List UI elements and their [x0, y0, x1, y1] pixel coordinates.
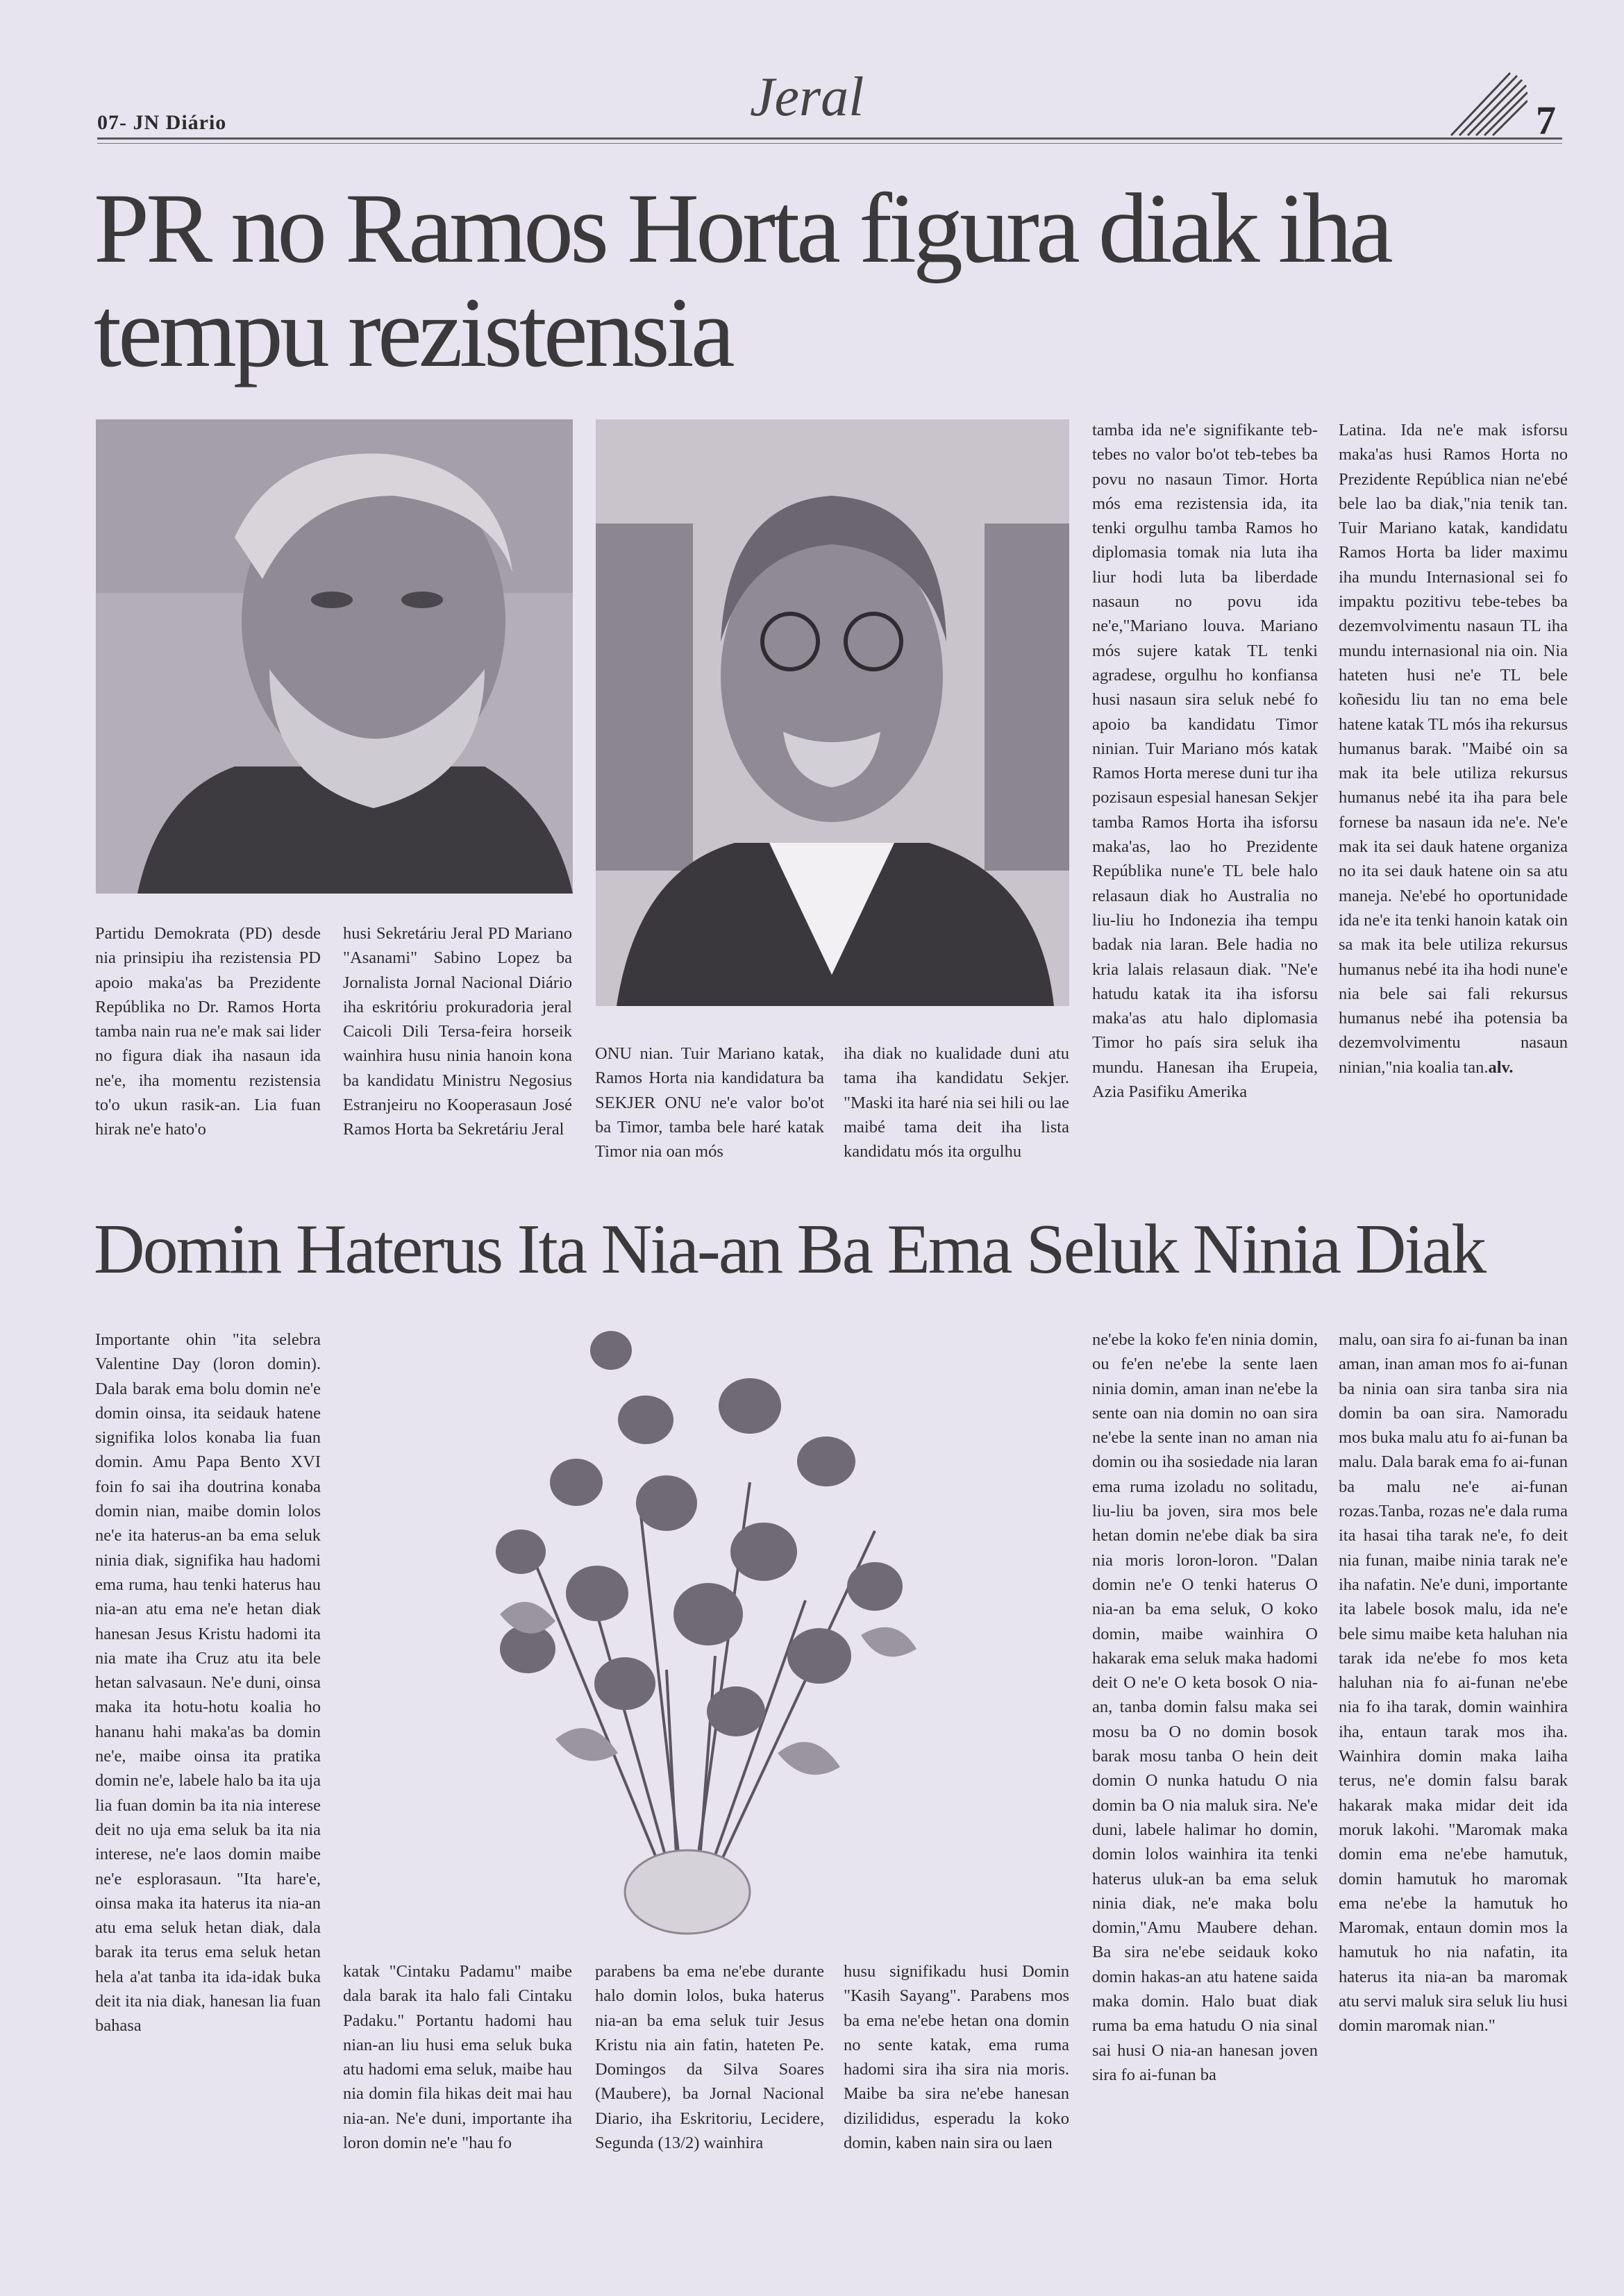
article2-column-1: Importante ohin "ita selebra Valentine Day (loron domin). Dala barak ema bolu domin ne'e domin oinsa, ita seidauk hatene signifika lolos konaba lia fuan domin. Amu Papa Bento XVI foin fo sai iha doutrina konaba domin nian, maibe domin lolos ne'e ita haterus-an ba ema seluk ninia diak, signifika hau hadomi ema ruma, hau tenki haterus hau nia-an atu ema ne'e hetan diak hanesan Jesus Kristu hadomi ita nia mate iha Cruz atu ita bele hetan salvasaun. Ne'e duni, oinsa maka ita hotu-hotu koalia ho hananu hahi maka'as ba domin ne'e, maibe oinsa ita pratika domin ne'e, labele halo ba ita uja lia fuan domin ba ita nia interese deit no uja ema seluk ba ita nia interese, ne'e laos domin maibe ne'e esplorasaun. "Ita hare'e, oinsa maka ita haterus ita nia-an atu ema seluk hetan diak, dala barak ita terus ema seluk hetan hela a'at tanba ita ida-idak buka deit ita nia diak, hanesan lia fuan bahasa [95, 1330, 321, 2036]
article1-column-2: husi Sekretáriu Jeral PD Mariano "Asanami" Sabino Lopez ba Jornalista Jornal Nacional Diário iha eskritóriu prokuradoria jeral Caicoli Dili Tersa-feira horseik wainhira husu ninia hanoin kona ba kandidatu Ministru Negosius Estranjeiru no Kooperasaun José Ramos Horta ba Sekretáriu Jeral [343, 924, 572, 1139]
article2-column-6: malu, oan sira fo ai-funan ba inan aman, inan aman mos fo ai-funan ba ninia oan sira tanba sira nia domin ba oan sira. Namoradu mos buka malu atu fo ai-funan ba malu. Dala barak ema fo ai-funan ba malu ne'e ai-funan rozas.Tanba, rozas ne'e dala ruma ita hasai tiha tarak ne'e, fo deit nia funan, maibe ninia tarak ne'e iha nafatin. Ne'e duni, importante ita labele bosok malu, ida ne'e bele simu maibe keta haluhan nia tarak ida ne'ebe fo mos keta haluhan nia fo ai-funan ne'ebe nia fo iha tarak, domin wainhira iha, entaun tarak mos iha. Wainhira domin maka laiha terus, ne'e domin falsu barak hakarak maka midar deit ida moruk lakohi. "Maromak maka domin ema ne'ebe hamutuk, domin hamutuk ho maromak ema ne'ebe la hamutuk ho Maromak, entaun domin mos la hamutuk ho nia nafatin, ita haterus ita nia-an ba maromak atu servi maluk sira seluk liu husi domin maromak nian." [1339, 1330, 1568, 2036]
page-number: 7 [1536, 98, 1556, 143]
article1-column-5: tamba ida ne'e signifikante teb-tebes no valor bo'ot teb-tebes ba povu no nasaun Timor. Horta mós ema rezistensia ida, ita tenki orgulhu tamba Ramos ho diplomasia tomak nia luta iha liur hodi luta ba liberdade nasaun no povu ida ne'e,"Mariano louva. Mariano mós sujere katak TL tenki agradese, orgulhu ho konfiansa husi nasaun sira seluk nebé fo apoio ba kandidatu Timor ninian. Tuir Mariano mós katak Ramos Horta merese duni tur iha pozisaun espesial hanesan Sekjer tamba Ramos Horta iha isforsu maka'as, lao ho Prezidente Repúblika nune'e TL bele halo relasaun diak ho Australia no liu-liu ho Indonezia iha tempu badak nia laran. Bele hadia no kria lalais relasaun diak. "Ne'e hatudu katak ita iha isforsu maka'as atu halo diplomasia Timor ho país sira seluk iha mundu. Hanesan iha Erupeia, Azia Pasifiku Amerika [1092, 421, 1318, 1102]
article1-column-4: iha diak no kualidade duni atu tama iha kandidatu Sekjer. "Maski ita haré nia sei hili ou lae maibé tama deit iha lista kandidatu mós ita orgulhu [844, 1044, 1069, 1162]
portrait-photo-left [96, 419, 573, 894]
article1-column-1: Partidu Demokrata (PD) desde nia prinsipiu iha rezistensia PD apoio maka'as ba Prezidente Repúblika no Dr. Ramos Horta tamba nain rua ne'e mak sai lider no figura diak iha nasaun ida ne'e, iha momentu rezistensia to'o ukun rasik-an. Lia fuan hirak ne'e hato'o [95, 924, 321, 1139]
section-title: Jeral [750, 67, 864, 128]
article2-headline: Domin Haterus Ita Nia-an Ba Ema Seluk Ninia Diak [94, 1210, 1485, 1289]
portrait-photo-right [596, 419, 1069, 1006]
header-rule-thin [97, 143, 1562, 144]
article2-column-3: parabens ba ema ne'ebe durante halo domin lolos, buka haterus nia-an ba ema seluk tuir Jesus Kristu nia ain fatin, hateten Pe. Domingos da Silva Soares (Maubere), ba Jornal Nacional Diario, iha Eskritoriu, Lecidere, Segunda (13/2) wainhira [595, 1962, 824, 2153]
article1-column-6-text: Latina. Ida ne'e mak isforsu maka'as husi Ramos Horta no Prezidente República nian ne'ebé bele lao ba diak,"nia tenik tan. Tuir Mariano katak, kandidatu Ramos Horta ba lider maximu iha mundu Internasional sei fo impaktu pozitivu tebe-tebes ba dezemvolvimentu nasaun TL iha mundu internasional nia oin. Nia hateten husi ne'e TL bele koñesidu liu tan no ema bele hatene katak TL mós iha rekursus humanus barak. "Maibé oin sa mak ita bele utiliza rekursus humanus nebé ita iha para bele fornese ba nasaun ida ne'e. Ne'e mak ita sei dauk hatene organiza no ita sei dauk hatene oin sa atu maneja. Ne'ebé ho oportunidade ida ne'e ita tenki hanoin katak oin sa mak ita bele utiliza rekursus humanus nebé ita iha hodi nune'e nia bele sai fali rekursus humanus nebé iha potensia ba dezemvolvimentu nasaun ninian,"nia koalia tan. [1339, 421, 1568, 1077]
article2-column-4: husu signifikadu husi Domin "Kasih Sayang". Parabens mos ba ema ne'ebe hetan ona domin no sente katak, ema ruma hadomi sira iha sira nia moris. Maibe ba sira ne'ebe hanesan dizilididus, esperadu la koko domin, kaben nain sira ou laen [844, 1962, 1069, 2153]
diagonal-lines-logo [1444, 66, 1527, 142]
author-signoff: alv. [1488, 1057, 1514, 1077]
article1-column-6 [1339, 418, 1568, 1080]
article2-column-5: ne'ebe la koko fe'en ninia domin, ou fe'en ne'ebe la sente laen ninia domin, aman inan ne'ebe la sente oan nia domin no oan sira ne'ebe la sente inan no aman nia domin ou iha sosiedade nia laran ema ruma izoladu no solitadu, liu-liu ba joven, sira mos bele hetan domin ne'ebe diak ba sira nia moris loron-loron. "Dalan domin ne'e O tenki haterus O nia-an ba ema seluk, O koko domin, maibe wainhira O hakarak ema seluk maka hadomi deit O ne'e O keta bosok O nia-an, tanba domin falsu maka sei mosu ba O no domin bosok barak mosu tanba O hein deit domin O nunka hatudu O nia domin ba O nia maluk sira. Ne'e duni, labele halimar ho domin, domin lolos wainhira ita tenki haterus uluk-an ba ema seluk ninia diak, ne'e maka bolu domin,"Amu Maubere dehan. Ba sira ne'ebe seidauk koko domin hakas-an atu hatene saida maka domin. Halo buat diak ruma ba ema hatudu O nia sinal sai husi O nia-an hanesan joven sira fo ai-funan ba [1092, 1330, 1318, 2084]
roses-bouquet-photo [389, 1323, 1055, 1937]
page-label: 07- JN Diário [97, 111, 227, 134]
article1-headline: PR no Ramos Horta figura diak iha tempu rezistensia [94, 174, 1390, 388]
header-rule [97, 137, 1562, 140]
article1-column-3: ONU nian. Tuir Mariano katak, Ramos Horta nia kandidatura ba SEKJER ONU ne'e valor bo'ot ba Timor, tamba bele haré katak Timor nia oan mós [595, 1044, 824, 1162]
article2-column-2: katak "Cintaku Padamu" maibe dala barak ita halo fali Cintaku Padaku." Portantu hadomi hau nian-an liu husi ema seluk buka atu hadomi ema seluk, maibe hau nia domin fila hikas deit mai hau nia-an. Ne'e duni, importante iha loron domin ne'e "hau fo [343, 1962, 572, 2153]
